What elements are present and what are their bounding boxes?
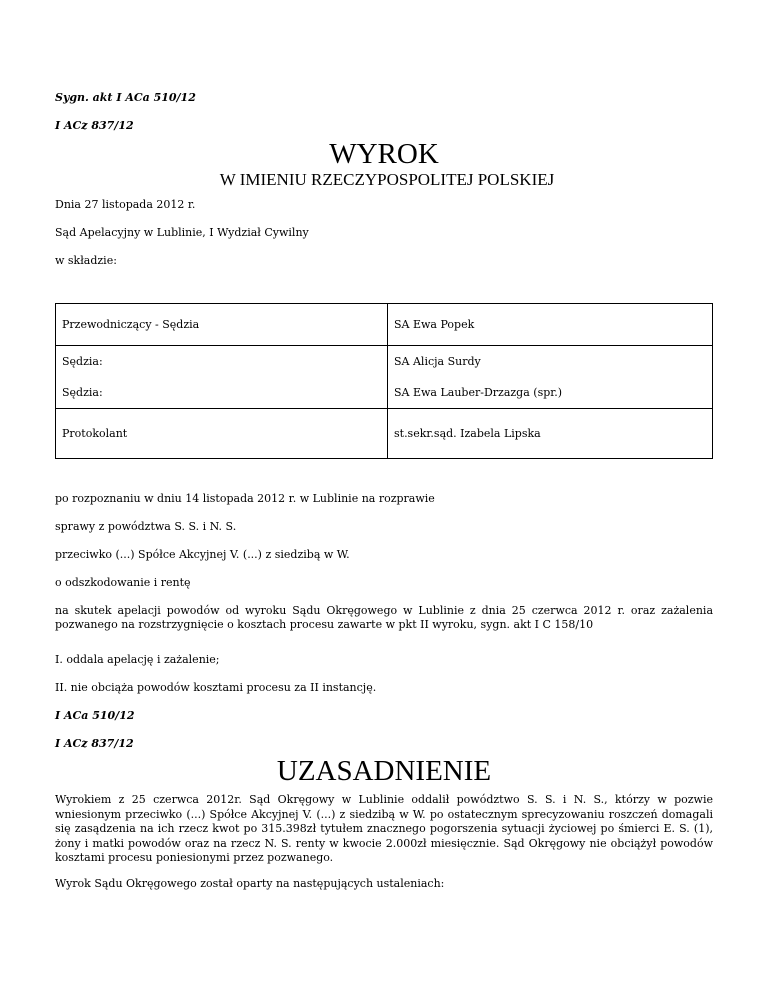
case-line: sprawy z powództwa S. S. i N. S. [55,520,237,533]
case-signature-repeat: I ACa 510/12 [55,709,135,722]
case-signature-secondary: I ACz 837/12 [55,119,134,132]
panel-table [55,303,713,459]
composition-intro: w składzie: [55,254,117,267]
judgment-date: Dnia 27 listopada 2012 r. [55,198,196,211]
hearing-line: po rozpoznaniu w dniu 14 listopada 2012 r. w Lublinie na rozprawie [55,492,435,505]
panel-name: SA Ewa Lauber-Drzazga (spr.) [388,377,713,409]
panel-role: Sędzia: [56,377,388,409]
appeal-paragraph: na skutek apelacji powodów od wyroku Sądu Okręgowego w Lublinie z dnia 25 czerwca 2012 r. oraz zażalenia pozwanego na rozstrzygnięcie o kosztach procesu zawarte w pkt II wyroku, sygn. akt I C 158/10 [55,604,713,631]
justification-title: UZASADNIENIE [276,755,492,787]
panel-name: SA Ewa Popek [388,304,713,346]
panel-name: SA Alicja Surdy [394,355,481,368]
ruling-point-2: II. nie obciąża powodów kosztami procesu za II instancję. [55,681,377,694]
panel-row [56,346,713,378]
panel-row [56,304,713,346]
panel-name: st.sekr.sąd. Izabela Lipska [394,427,541,440]
judgment-subtitle: W IMIENIU RZECZYPOSPOLITEJ POLSKIEJ [219,170,555,189]
case-signature-repeat-secondary: I ACz 837/12 [55,737,134,750]
subject-line: o odszkodowanie i rentę [55,576,191,589]
findings-intro: Wyrok Sądu Okręgowego został oparty na następujących ustaleniach: [55,877,445,890]
judgment-title: WYROK [329,138,439,170]
panel-role: Przewodniczący - Sędzia [56,304,388,346]
justification-paragraph: Wyrokiem z 25 czerwca 2012r. Sąd Okręgowy w Lublinie oddalił powództwo S. S. i N. S., którzy w pozwie wniesionym przeciwko (...) Spółce Akcyjnej V. (...) z siedzibą w W. po ostatecznym sprecyzowaniu roszczeń domagali się zasądzenia na ich rzecz kwot po 315.398zł tytułem znacznego pogorszenia sytuacji życiowej po śmierci E. S. (1), żony i matki powodów oraz na rzecz N. S. renty w kwocie 2.000zł miesięcznie. Sąd Okręgowy nie obciążył powodów kosztami procesu poniesionymi przez pozwanego. [55,793,713,864]
panel-row [56,377,713,409]
panel-role: Protokolant [56,409,388,459]
panel-role: Sędzia: [56,346,388,378]
defendant-line: przeciwko (...) Spółce Akcyjnej V. (...) z siedzibą w W. [55,548,350,561]
ruling-point-1: I. oddala apelację i zażalenie; [55,653,220,666]
case-signature: Sygn. akt I ACa 510/12 [55,91,196,104]
panel-row [56,409,713,459]
court-name: Sąd Apelacyjny w Lublinie, I Wydział Cywilny [55,226,309,239]
